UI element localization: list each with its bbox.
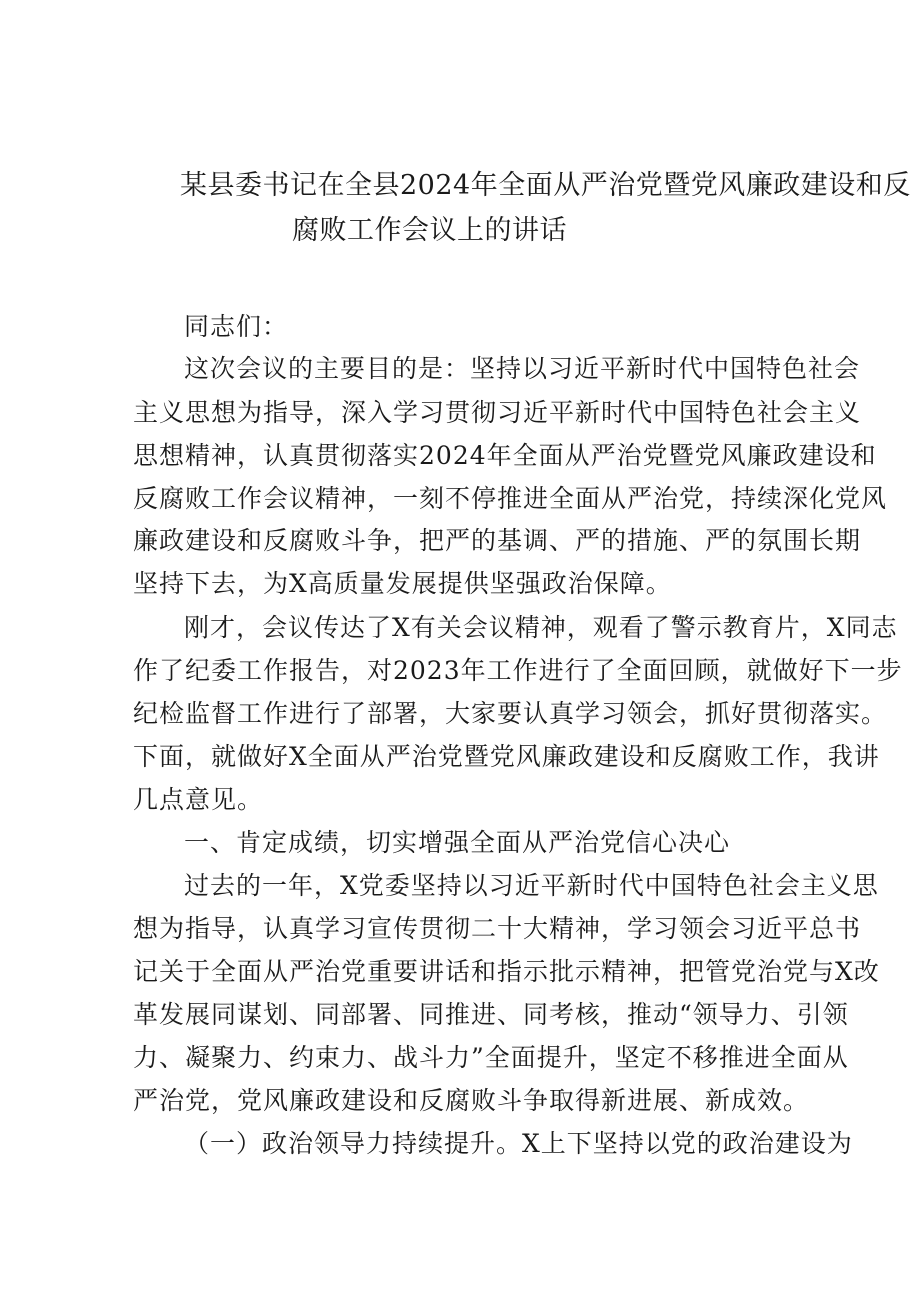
paragraph-line: 坚持下去，为X高质量发展提供坚强政治保障。	[133, 569, 672, 598]
paragraph-line: 纪检监督工作进行了部署，大家要认真学习领会，抓好贯彻落实。	[133, 699, 888, 728]
paragraph-line: 廉政建设和反腐败斗争，把严的基调、严的措施、严的氛围长期	[133, 526, 862, 555]
paragraph-line: 过去的一年，X党委坚持以习近平新时代中国特色社会主义思	[184, 871, 879, 900]
paragraph-line: 下面，就做好X全面从严治党暨党风廉政建设和反腐败工作，我讲	[133, 742, 880, 771]
paragraph-line: 想为指导，认真学习宣传贯彻二十大精神，学习领会习近平总书	[133, 914, 862, 943]
paragraph-line: 严治党，党风廉政建设和反腐败斗争取得新进展、新成效。	[133, 1086, 810, 1115]
paragraph-line: 反腐败工作会议精神，一刻不停推进全面从严治党，持续深化党风	[133, 484, 888, 513]
section-heading: 一、肯定成绩，切实增强全面从严治党信心决心	[184, 828, 731, 857]
paragraph-line: 革发展同谋划、同部署、同推进、同考核，推动“领导力、引领	[133, 1000, 849, 1029]
subsection-heading: （一）政治领导力持续提升。X上下坚持以党的政治建设为	[184, 1129, 853, 1158]
salutation: 同志们：	[184, 312, 289, 341]
paragraph-line: 作了纪委工作报告，对2023年工作进行了全面回顾，就做好下一步	[133, 656, 903, 685]
paragraph-line: 主义思想为指导，深入学习贯彻习近平新时代中国特色社会主义	[133, 398, 862, 427]
paragraph-line: 思想精神，认真贯彻落实2024年全面从严治党暨党风廉政建设和	[133, 441, 877, 470]
paragraph-line: 记关于全面从严治党重要讲话和指示批示精神，把管党治党与X改	[133, 957, 880, 986]
paragraph-line: 这次会议的主要目的是：坚持以习近平新时代中国特色社会	[184, 354, 861, 383]
document-title-line-1: 某县委书记在全县2024年全面从严治党暨党风廉政建设和反	[180, 170, 911, 201]
paragraph-line: 力、凝聚力、约束力、战斗力”全面提升，坚定不移推进全面从	[133, 1043, 849, 1072]
paragraph-line: 刚才，会议传达了X有关会议精神，观看了警示教育片，X同志	[184, 613, 898, 642]
paragraph-line: 几点意见。	[133, 785, 264, 814]
document-title-line-2: 腐败工作会议上的讲话	[292, 215, 567, 246]
